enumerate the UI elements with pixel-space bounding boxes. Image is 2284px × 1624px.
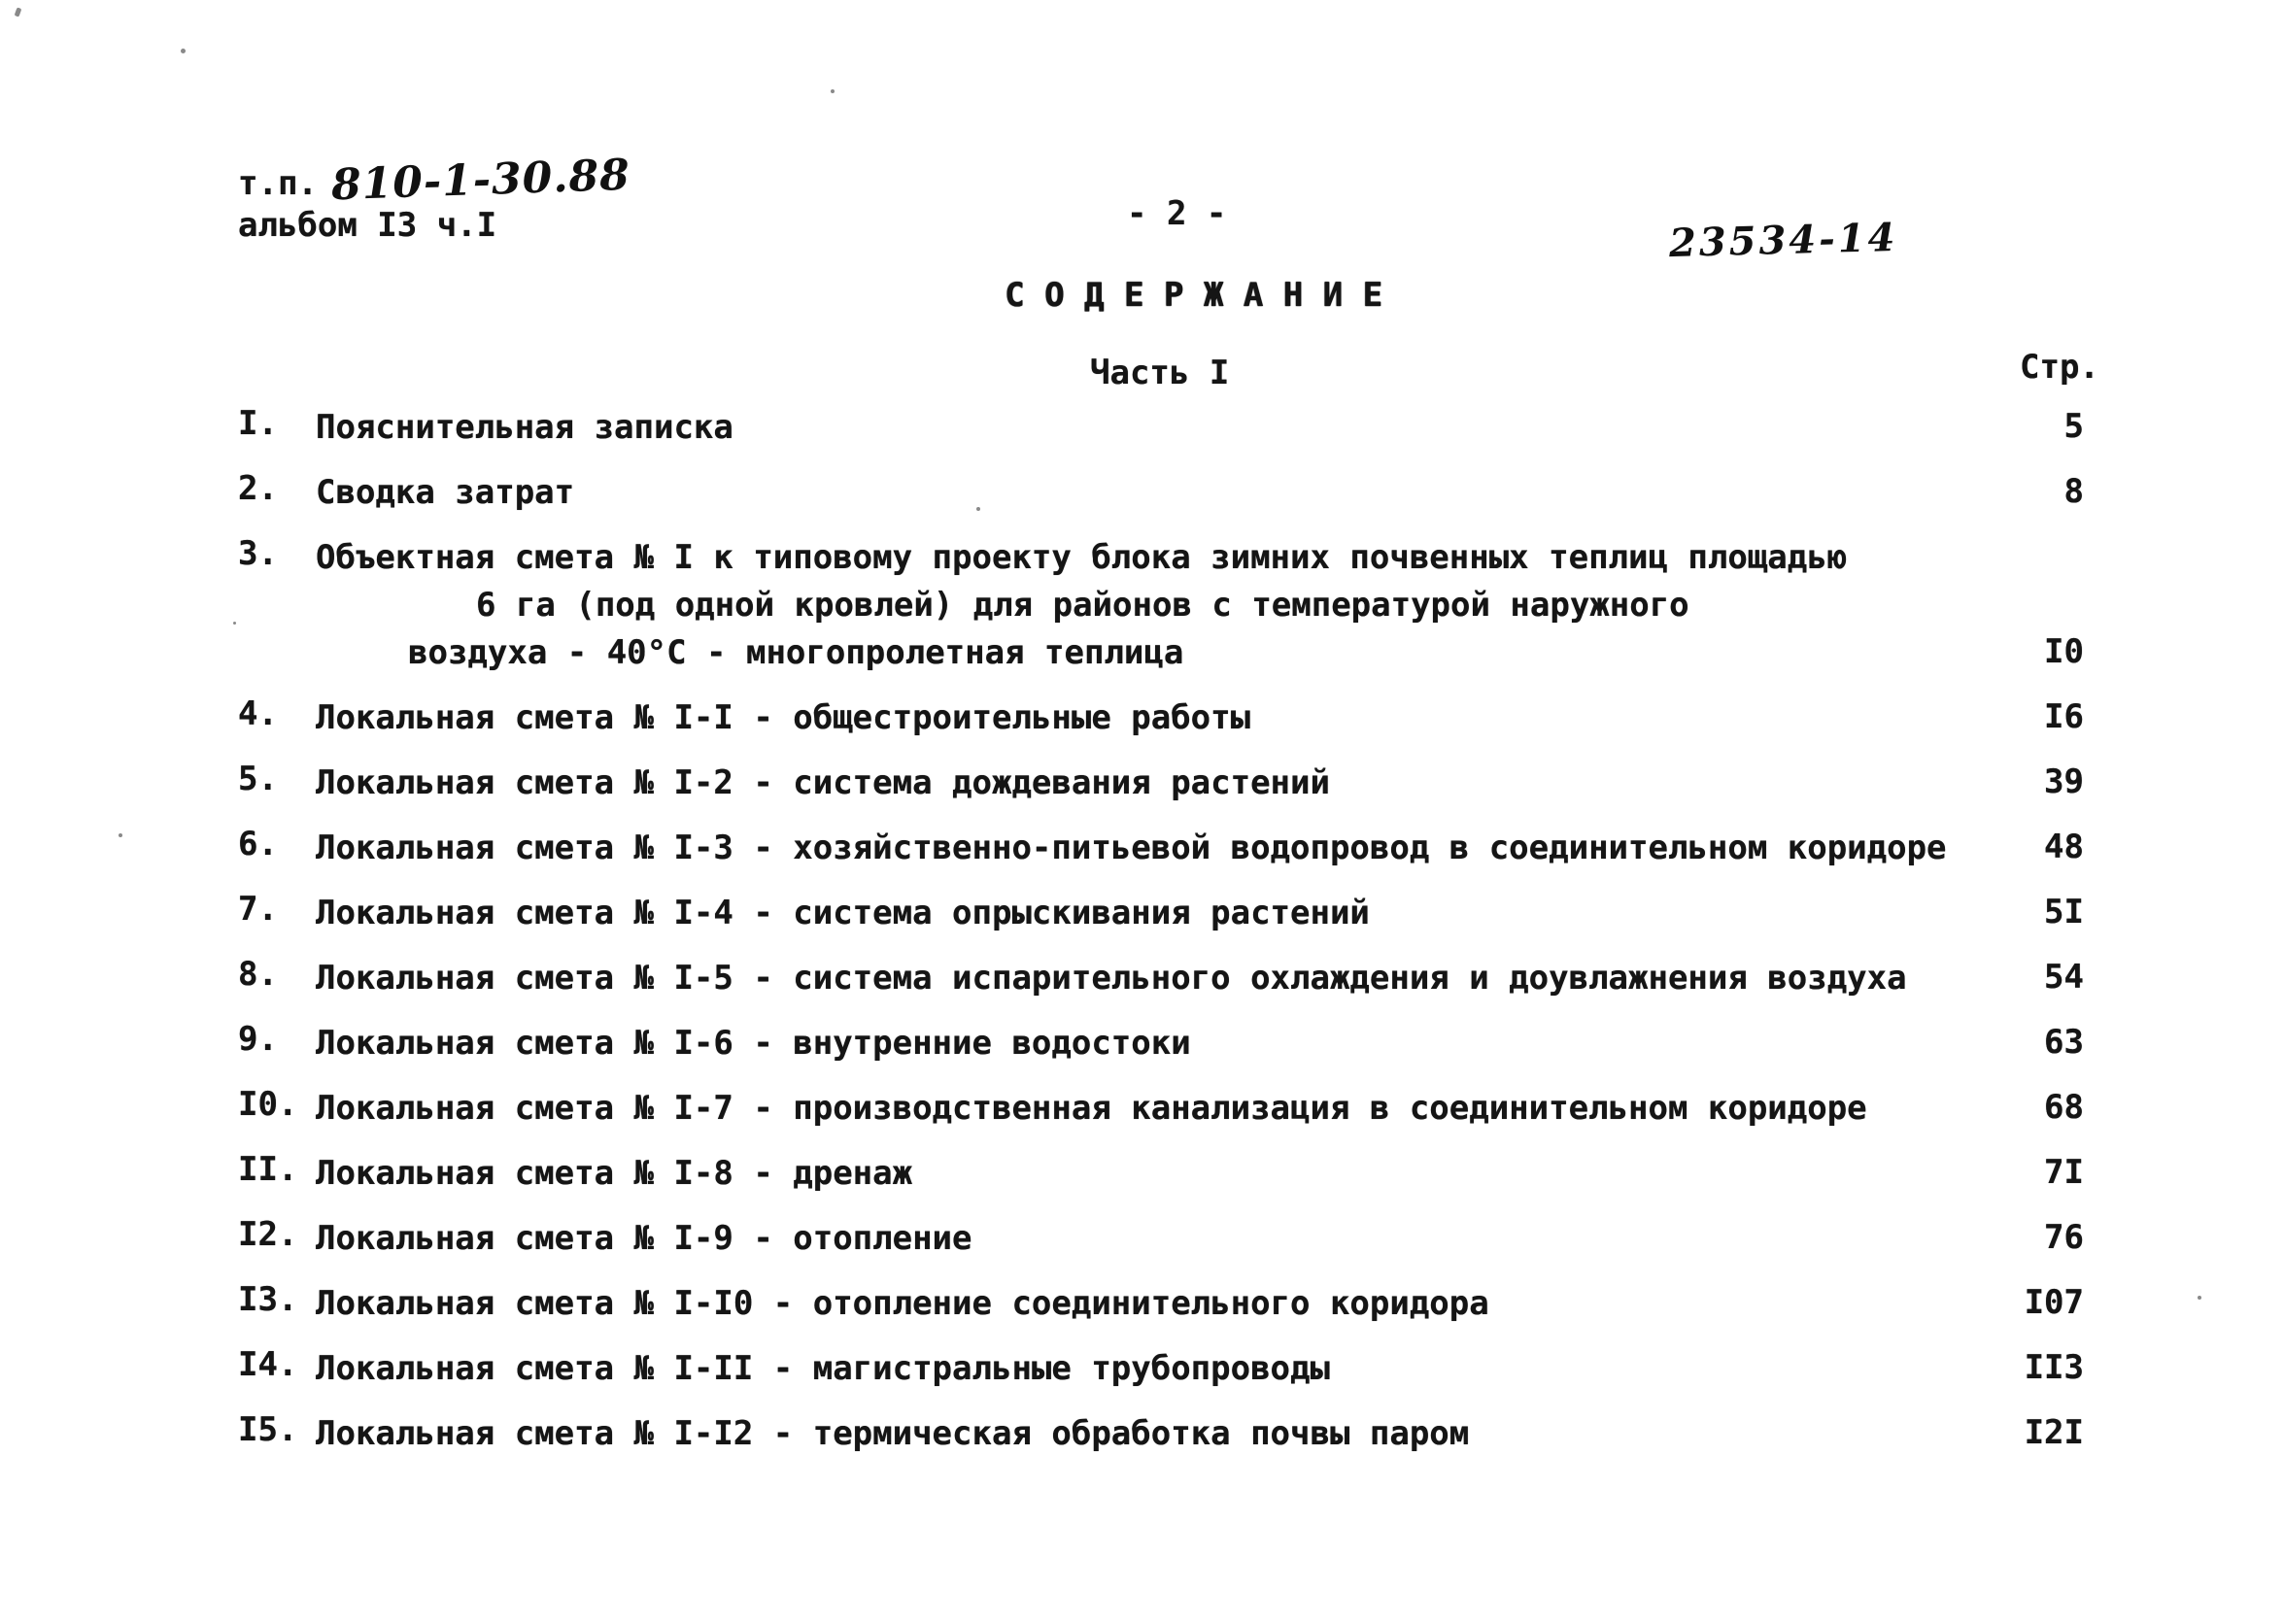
toc-item-number: I0. <box>238 1085 298 1124</box>
toc-item-text <box>316 404 2084 452</box>
toc-item-text <box>316 694 2084 742</box>
toc-line: Локальная смета № I-6 - внутренние водостоки <box>316 1024 1191 1063</box>
toc-item-page-number: II3 <box>2024 1348 2084 1387</box>
toc-row <box>238 825 2084 872</box>
toc-line: Локальная смета № I-I - общестроительные работы <box>316 698 1251 737</box>
toc-item-number: I4. <box>238 1345 298 1384</box>
toc-line: 6 га (под одной кровлей) для районов с температурой наружного <box>476 586 1689 625</box>
toc-item-page-number: 7I <box>2044 1153 2084 1192</box>
toc-item-number: 6. <box>238 825 278 863</box>
handwritten-stamp-number: 23534-14 <box>1668 214 1899 267</box>
toc-item-page-number: I07 <box>2024 1283 2084 1322</box>
toc-row <box>238 1150 2084 1198</box>
document-code-block <box>238 150 631 245</box>
toc-row <box>238 760 2084 807</box>
toc-item-number: II. <box>238 1150 298 1189</box>
document-code-line <box>238 150 631 211</box>
toc-line: воздуха - 40°С - многопролетная теплица <box>408 633 1184 672</box>
toc-row <box>238 404 2084 452</box>
toc-line: Локальная смета № I-4 - система опрыскивания растений <box>316 894 1370 932</box>
toc-item-number: I3. <box>238 1280 298 1319</box>
toc-item-page-number: 48 <box>2044 828 2084 866</box>
toc-line: Локальная смета № I-8 - дренаж <box>316 1154 913 1193</box>
toc-item-page-number: 54 <box>2044 958 2084 997</box>
toc-item-page-number: 68 <box>2044 1088 2084 1127</box>
toc-line: Локальная смета № I-7 - производственная канализация в соединительном коридоре <box>316 1089 1867 1128</box>
toc-item-page-number: I6 <box>2044 697 2084 736</box>
scan-speck <box>2198 1296 2201 1300</box>
toc-line: Пояснительная записка <box>316 408 733 447</box>
scan-speck <box>119 833 122 837</box>
toc-row <box>238 1215 2084 1263</box>
toc-item-text <box>316 1280 2084 1328</box>
toc-line: Локальная смета № I-2 - система дождевания растений <box>316 763 1330 802</box>
toc-item-text <box>316 1085 2084 1133</box>
toc-item-number: 3. <box>238 534 278 573</box>
toc-item-text <box>316 469 2084 517</box>
toc-row <box>238 955 2084 1002</box>
toc-item-text <box>316 1150 2084 1198</box>
toc-item-text <box>316 534 2084 677</box>
toc-item-number: I. <box>238 404 278 443</box>
toc-row <box>238 890 2084 937</box>
toc-row <box>238 469 2084 517</box>
toc-item-page-number: 63 <box>2044 1023 2084 1062</box>
toc-row <box>238 1020 2084 1067</box>
toc-item-number: 5. <box>238 760 278 798</box>
toc-line: Локальная смета № I-9 - отопление <box>316 1219 972 1258</box>
toc-item-number: 9. <box>238 1020 278 1059</box>
toc-item-number: I5. <box>238 1410 298 1449</box>
toc-line: Локальная смета № I-II - магистральные трубопроводы <box>316 1349 1330 1388</box>
toc-row <box>238 694 2084 742</box>
sheet-number: - 2 - <box>1127 194 1227 233</box>
toc-row <box>238 1345 2084 1393</box>
toc-item-page-number: 8 <box>2063 472 2084 511</box>
doc-code-handwritten: 810-1-30.88 <box>329 150 631 211</box>
toc-item-text <box>316 1020 2084 1067</box>
toc-row <box>238 1085 2084 1133</box>
scan-speck <box>15 7 22 17</box>
toc-item-page-number: I2I <box>2024 1413 2084 1452</box>
document-title: С О Д Е Р Ж А Н И Е <box>1005 276 1382 315</box>
scan-speck <box>181 49 186 53</box>
scan-speck <box>831 89 835 93</box>
scan-speck <box>233 622 236 625</box>
toc-item-text <box>316 1215 2084 1263</box>
toc-item-number: 4. <box>238 694 278 733</box>
toc-item-text <box>316 890 2084 937</box>
toc-line: Локальная смета № I-I0 - отопление соединительного коридора <box>316 1284 1489 1323</box>
toc-line: Объектная смета № I к типовому проекту блока зимних почвенных теплиц площадью <box>316 538 1848 577</box>
toc-item-number: 8. <box>238 955 278 994</box>
toc-item-text <box>316 1410 2084 1458</box>
doc-type-prefix: т.п. <box>238 164 318 203</box>
toc-item-page-number: 5I <box>2044 893 2084 931</box>
toc-line: Локальная смета № I-I2 - термическая обработка почвы паром <box>316 1414 1470 1453</box>
toc-item-text <box>316 1345 2084 1393</box>
part-label: Часть I <box>1090 354 1230 392</box>
toc-item-text <box>316 955 2084 1002</box>
toc-line: Локальная смета № I-5 - система испарительного охлаждения и доувлажнения воздуха <box>316 959 1907 998</box>
toc-item-number: 2. <box>238 469 278 508</box>
toc-item-page-number: 76 <box>2044 1218 2084 1257</box>
toc-item-text <box>316 760 2084 807</box>
album-label: альбом I3 ч.I <box>238 206 497 245</box>
toc-line: Сводка затрат <box>316 473 575 512</box>
toc-item-text <box>316 825 2084 872</box>
toc-row <box>238 1410 2084 1458</box>
scan-speck <box>976 507 980 511</box>
toc-item-page-number: 39 <box>2044 762 2084 801</box>
toc-list <box>238 404 2084 1475</box>
page-column-header: Стр. <box>2020 348 2099 387</box>
toc-item-page-number: I0 <box>2044 632 2084 671</box>
toc-item-number: I2. <box>238 1215 298 1254</box>
toc-item-number: 7. <box>238 890 278 929</box>
toc-row <box>238 534 2084 677</box>
toc-row <box>238 1280 2084 1328</box>
toc-line: Локальная смета № I-3 - хозяйственно-питьевой водопровод в соединительном коридоре <box>316 829 1947 867</box>
toc-item-page-number: 5 <box>2063 407 2084 446</box>
